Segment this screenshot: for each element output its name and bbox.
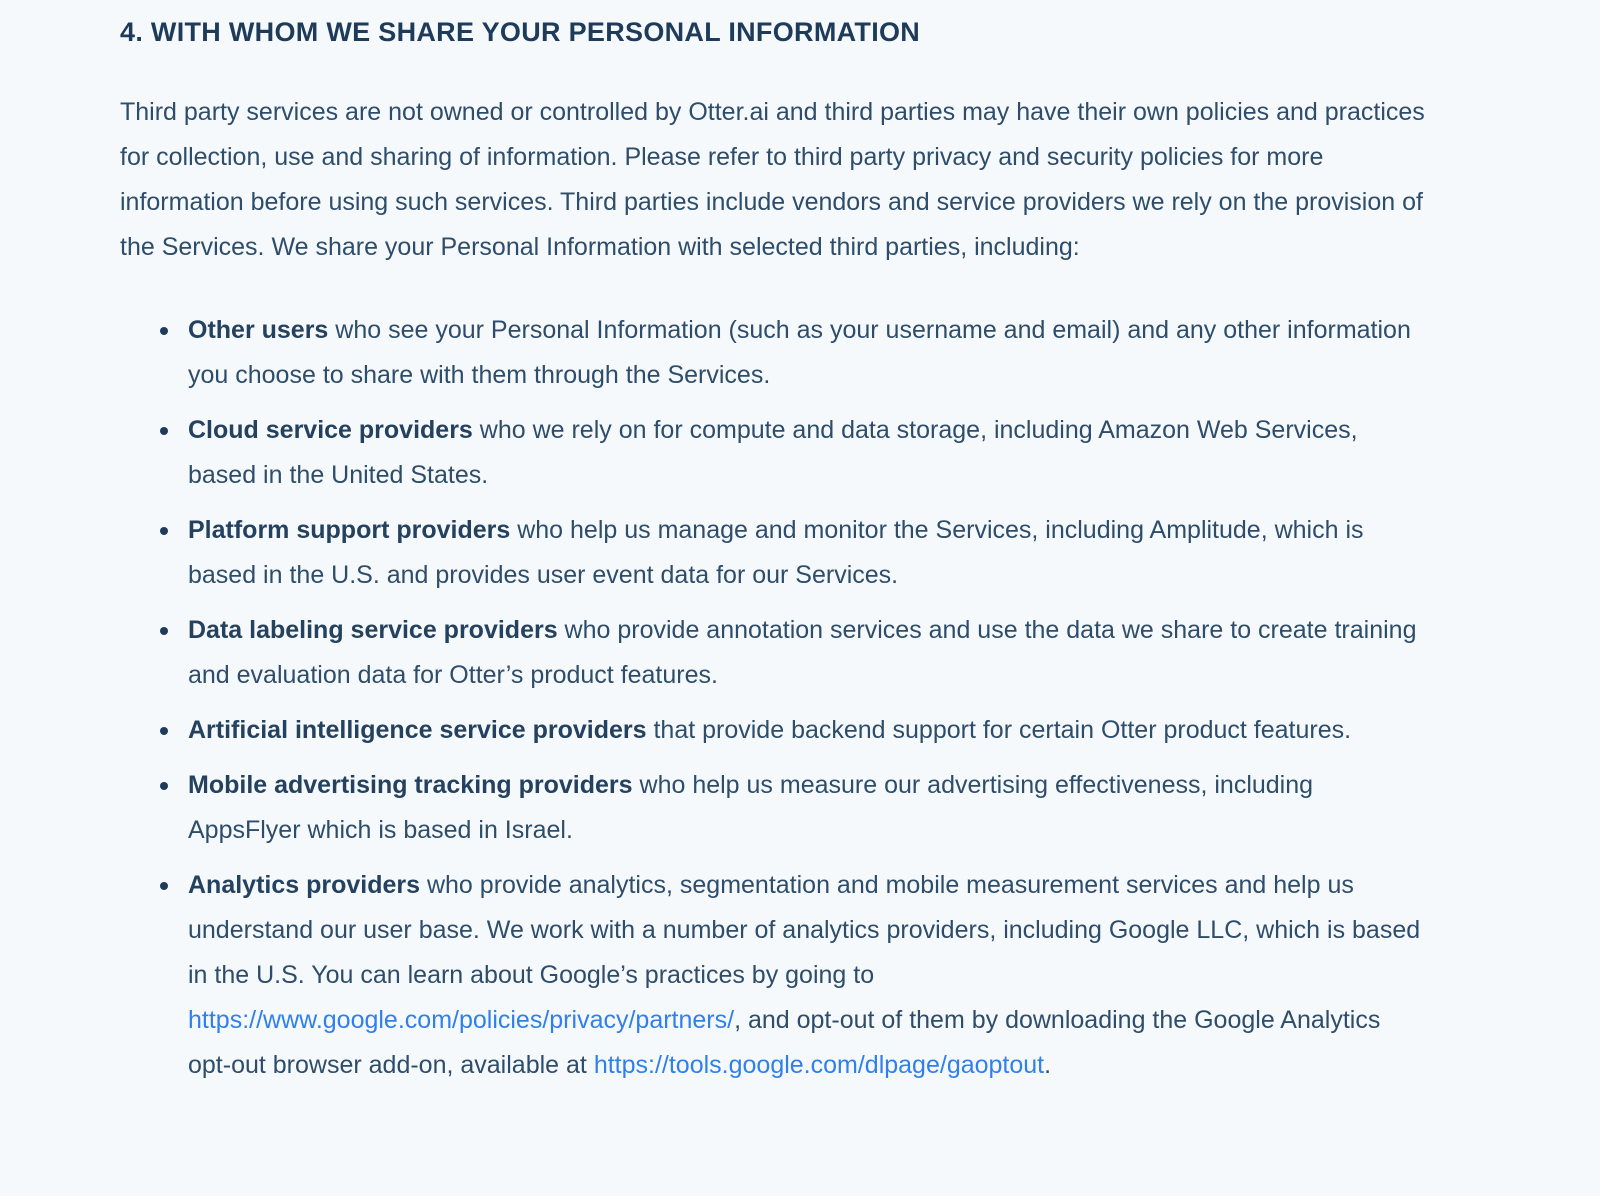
bullet-text: who provide analytics, segmentation and mobile measurement services and help us understand our user base. We work with a number of analytics providers, including Google LLC, which is based in the U.S. You can learn about Google’s practices by going to	[188, 871, 1421, 989]
bullet-text: who provide annotation services and use the data we share to create training and evaluation data for Otter’s product features.	[188, 616, 1417, 689]
list-item	[120, 763, 1430, 853]
link-google-analytics-optout[interactable]: https://tools.google.com/dlpage/gaoptout	[593, 1051, 1045, 1079]
bullet-term: Artificial intelligence service providers	[188, 716, 647, 744]
bullet-term: Mobile advertising tracking providers	[188, 771, 633, 799]
bullet-term: Analytics providers	[188, 871, 421, 899]
bullet-text: .	[1044, 1051, 1052, 1079]
bullet-term: Data labeling service providers	[188, 616, 558, 644]
bullet-term: Cloud service providers	[188, 416, 473, 444]
list-item	[120, 608, 1430, 698]
bullet-text: who we rely on for compute and data storage, including Amazon Web Services, based in the United States.	[188, 416, 1358, 489]
list-item	[120, 708, 1430, 753]
bullet-text: who help us manage and monitor the Services, including Amplitude, which is based in the U.S. and provides user event data for our Services.	[188, 516, 1364, 589]
intro-paragraph: Third party services are not owned or controlled by Otter.ai and third parties may have their own policies and practices for collection, use and sharing of information. Please refer to third party privacy and security policies for more information before using such services. Third parties include vendors and service providers we rely on the provision of the Services. We share your Personal Information with selected third parties, including:	[120, 98, 1425, 261]
bullet-term: Platform support providers	[188, 516, 511, 544]
list-item	[120, 408, 1430, 498]
bullet-text: that provide backend support for certain Otter product features.	[646, 716, 1352, 744]
bullet-term: Other users	[188, 316, 329, 344]
third-party-share-list	[120, 308, 1430, 1088]
section-heading: 4. WITH WHOM WE SHARE YOUR PERSONAL INFORMATION	[120, 17, 921, 47]
link-google-privacy-partners[interactable]: https://www.google.com/policies/privacy/partners/	[188, 1006, 735, 1034]
bullet-text: who help us measure our advertising effectiveness, including AppsFlyer which is based in Israel.	[188, 771, 1314, 844]
list-item	[120, 508, 1430, 598]
list-item	[120, 863, 1430, 1088]
bullet-text: , and opt-out of them by downloading the Google Analytics opt-out browser add-on, available at	[188, 1006, 1381, 1079]
bullet-text: who see your Personal Information (such as your username and email) and any other information you choose to share with them through the Services.	[188, 316, 1411, 389]
list-item	[120, 308, 1430, 398]
